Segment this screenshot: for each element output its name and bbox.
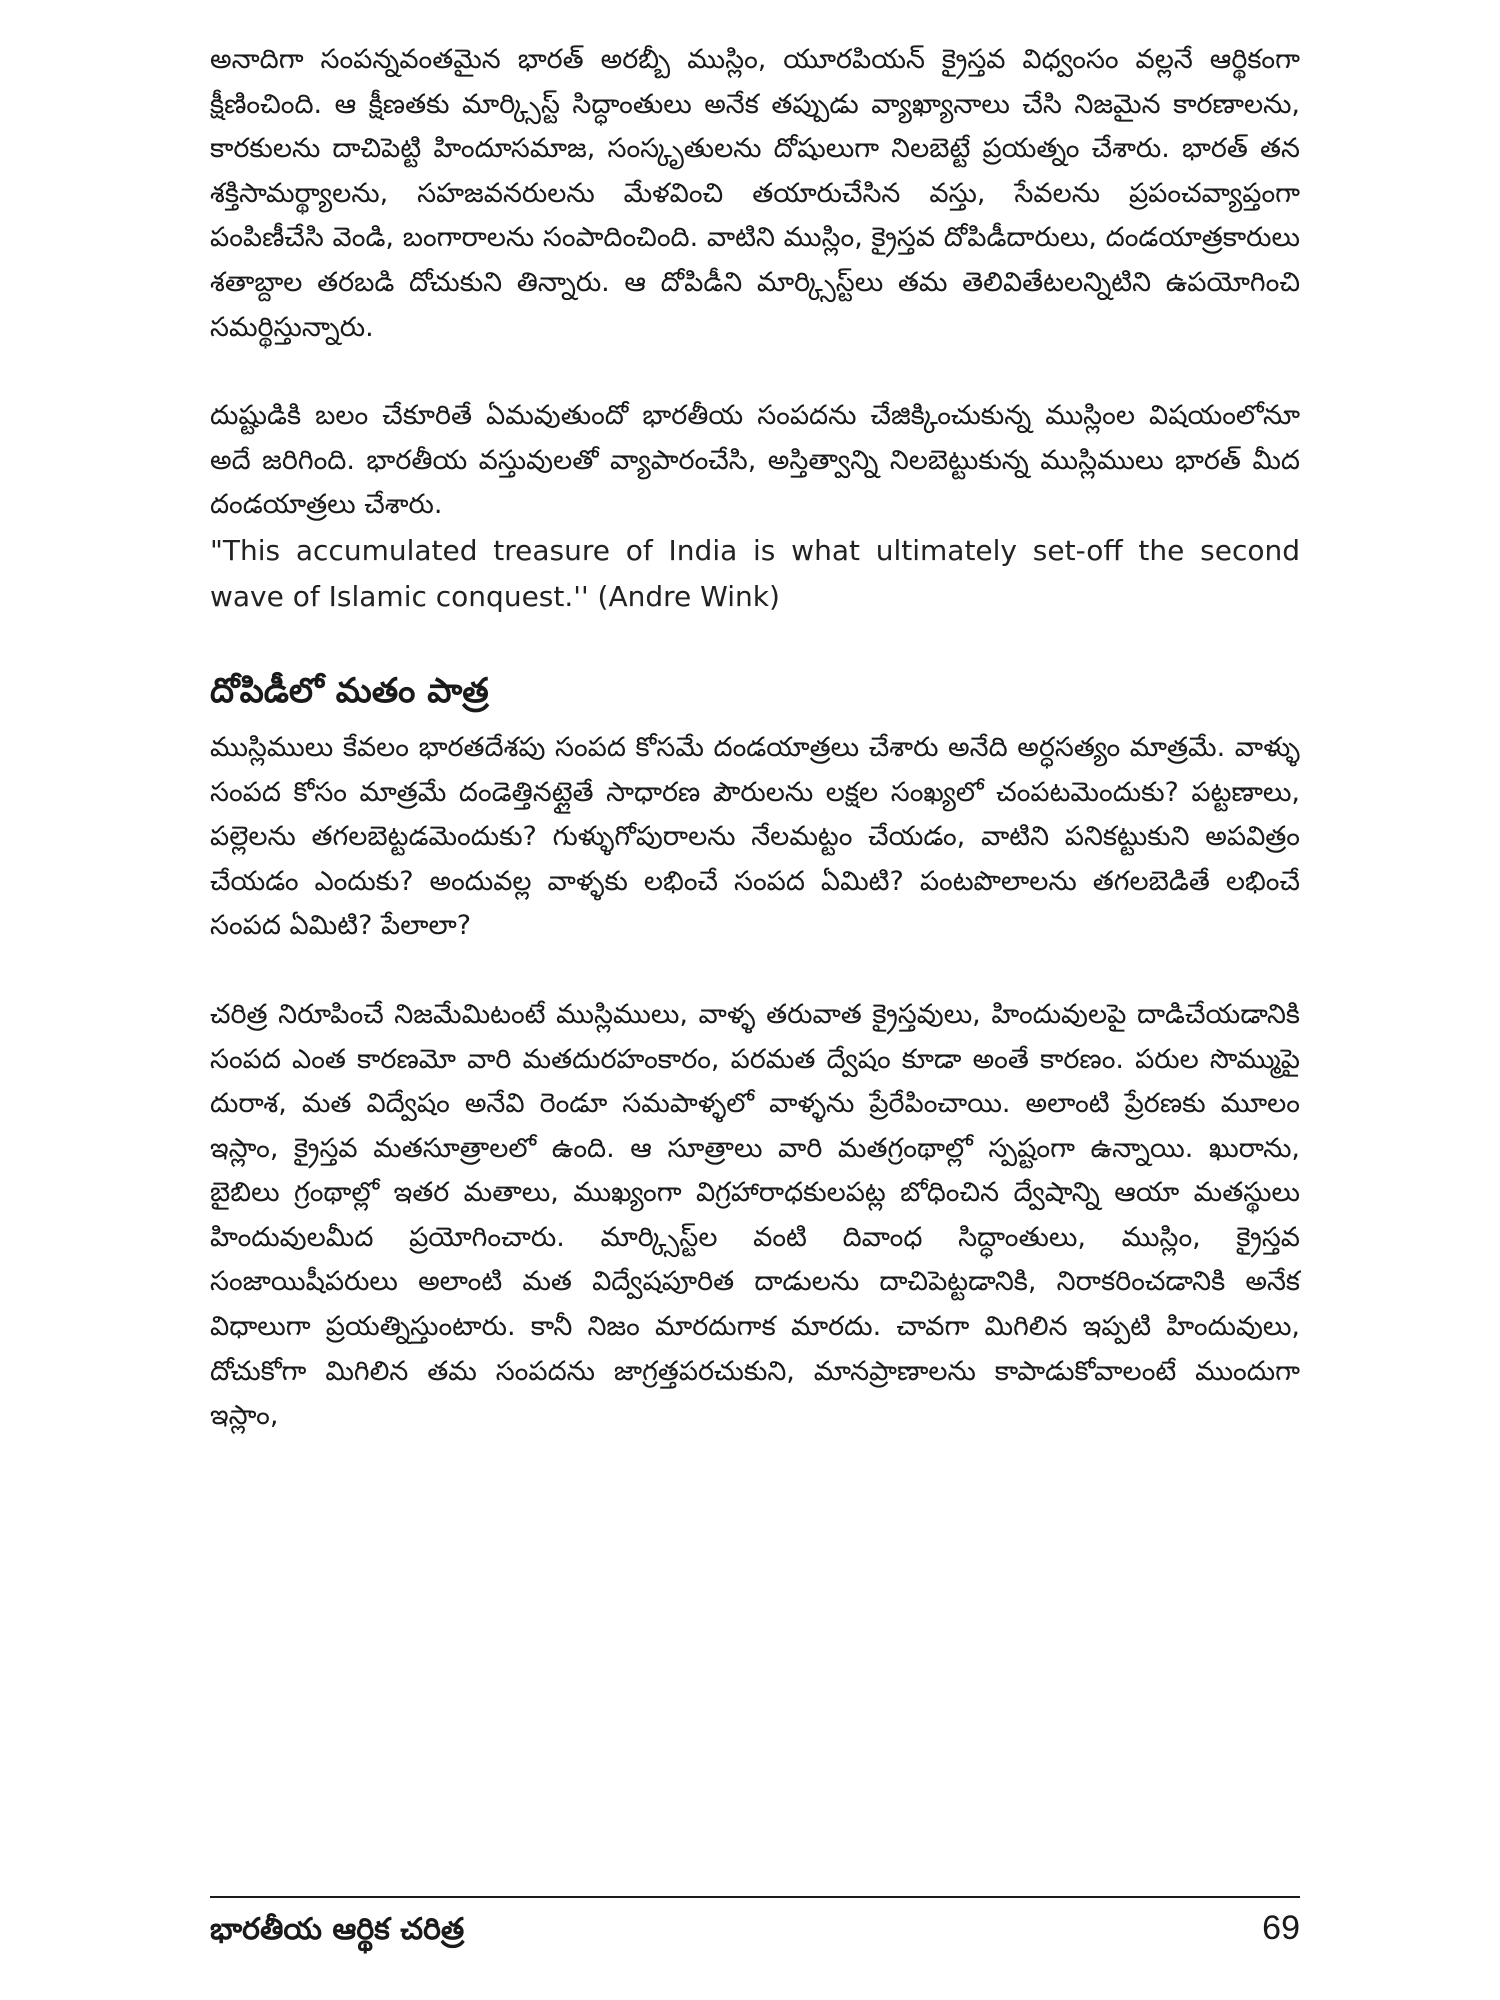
english-quote: "This accumulated treasure of India is what ultimately set-off the second wave of Islamic conquest.'' (Andre Wink): [210, 533, 1300, 613]
body-paragraph-2: దుష్టుడికి బలం చేకూరితే ఏమవుతుందో భారతీయ సంపదను చేజిక్కించుకున్న ముస్లింల విషయంలోనూ అదే జరిగింది. భారతీయ వస్తువులతో వ్యాపారంచేసి, అస్తిత్వాన్ని నిలబెట్టుకున్న ముస్లిములు భారత్ మీద దండయాత్రలు చేశారు.: [210, 400, 1300, 521]
body-paragraph-4: చరిత్ర నిరూపించే నిజమేమిటంటే ముస్లిములు, వాళ్ళ తరువాత క్రైస్తవులు, హిందువులపై దాడిచేయడానికి సంపద ఎంత కారణమో వారి మతదురహంకారం, పరమత ద్వేషం కూడా అంతే కారణం. పరుల సొమ్ముపై దురాశ, మత విద్వేషం అనేవి రెండూ సమపాళ్ళలో వాళ్ళను ప్రేరేపించాయి. అలాంటి ప్రేరణకు మూలం ఇస్లాం, క్రైస్తవ మతసూత్రాలలో ఉంది. ఆ సూత్రాలు వారి మతగ్రంథాల్లో స్పష్టంగా ఉన్నాయి. ఖురాను, బైబిలు గ్రంథాల్లో ఇతర మతాలు, ముఖ్యంగా విగ్రహారాధకులపట్ల బోధించిన ద్వేషాన్ని ఆయా మతస్థులు హిందువులమీద ప్రయోగించారు. మార్క్సిస్ట్‌ల వంటి దివాంధ సిద్ధాంతులు, ముస్లిం, క్రైస్తవ సంజాయిషీపరులు అలాంటి మత విద్వేషపూరిత దాడులను దాచిపెట్టడానికి, నిరాకరించడానికి అనేక విధాలుగా ప్రయత్నిస్తుంటారు. కానీ నిజం మారదుగాక మారదు. చావగా మిగిలిన ఇప్పటి హిందువులు, దోచుకోగా మిగిలిన తమ సంపదను జాగ్రత్తపరచుకుని, మానప్రాణాలను కాపాడుకోవాలంటే ముందుగా ఇస్లాం,: [210, 998, 1300, 1432]
book-page: [210, 38, 1300, 1978]
paragraph-spacer: [210, 949, 1300, 993]
body-paragraph-1: అనాదిగా సంపన్నవంతమైన భారత్ అరబ్బీ ముస్లిం, యూరపియన్ క్రైస్తవ విధ్వంసం వల్లనే ఆర్థికంగా క్షీణించింది. ఆ క్షీణతకు మార్క్సిస్ట్ సిద్ధాంతులు అనేక తప్పుడు వ్యాఖ్యానాలు చేసి నిజమైన కారణాలను, కారకులను దాచిపెట్టి హిందూసమాజ, సంస్కృతులను దోషులుగా నిలబెట్టే ప్రయత్నం చేశారు. భారత్ తన శక్తిసామర్థ్యాలను, సహజవనరులను మేళవించి తయారుచేసిన వస్తు, సేవలను ప్రపంచవ్యాప్తంగా పంపిణీచేసి వెండి, బంగారాలను సంపాదించింది. వాటిని ముస్లిం, క్రైస్తవ దోపిడీదారులు, దండయాత్రకారులు శతాబ్దాల తరబడి దోచుకుని తిన్నారు. ఆ దోపిడీని మార్క్సిస్ట్‌లు తమ తెలివితేటలన్నిటిని ఉపయోగించి సమర్థిస్తున్నారు.: [210, 44, 1300, 343]
page-number: 69: [1262, 1909, 1300, 1947]
footer-divider: [210, 1896, 1300, 1898]
heading-spacer: [210, 716, 1300, 726]
paragraph-spacer: [210, 350, 1300, 394]
footer-book-title: భారతీయ ఆర్థిక చరిత్ర: [210, 1912, 465, 1947]
section-spacer: [210, 620, 1300, 666]
section-heading: దోపిడీలో మతం పాత్ర: [210, 670, 489, 711]
body-paragraph-3: ముస్లిములు కేవలం భారతదేశపు సంపద కోసమే దండయాత్రలు చేశారు అనేది అర్ధసత్యం మాత్రమే. వాళ్ళు సంపద కోసం మాత్రమే దండెత్తినట్లైతే సాధారణ పౌరులను లక్షల సంఖ్యలో చంపటమెందుకు? పట్టణాలు, పల్లెలను తగలబెట్టడమెందుకు? గుళ్ళుగోపురాలను నేలమట్టం చేయడం, వాటిని పనికట్టుకుని అపవిత్రం చేయడం ఎందుకు? అందువల్ల వాళ్ళకు లభించే సంపద ఏమిటి? పంటపొలాలను తగలబెడితే లభించే సంపద ఏమిటి? పేలాలా?: [210, 731, 1300, 942]
